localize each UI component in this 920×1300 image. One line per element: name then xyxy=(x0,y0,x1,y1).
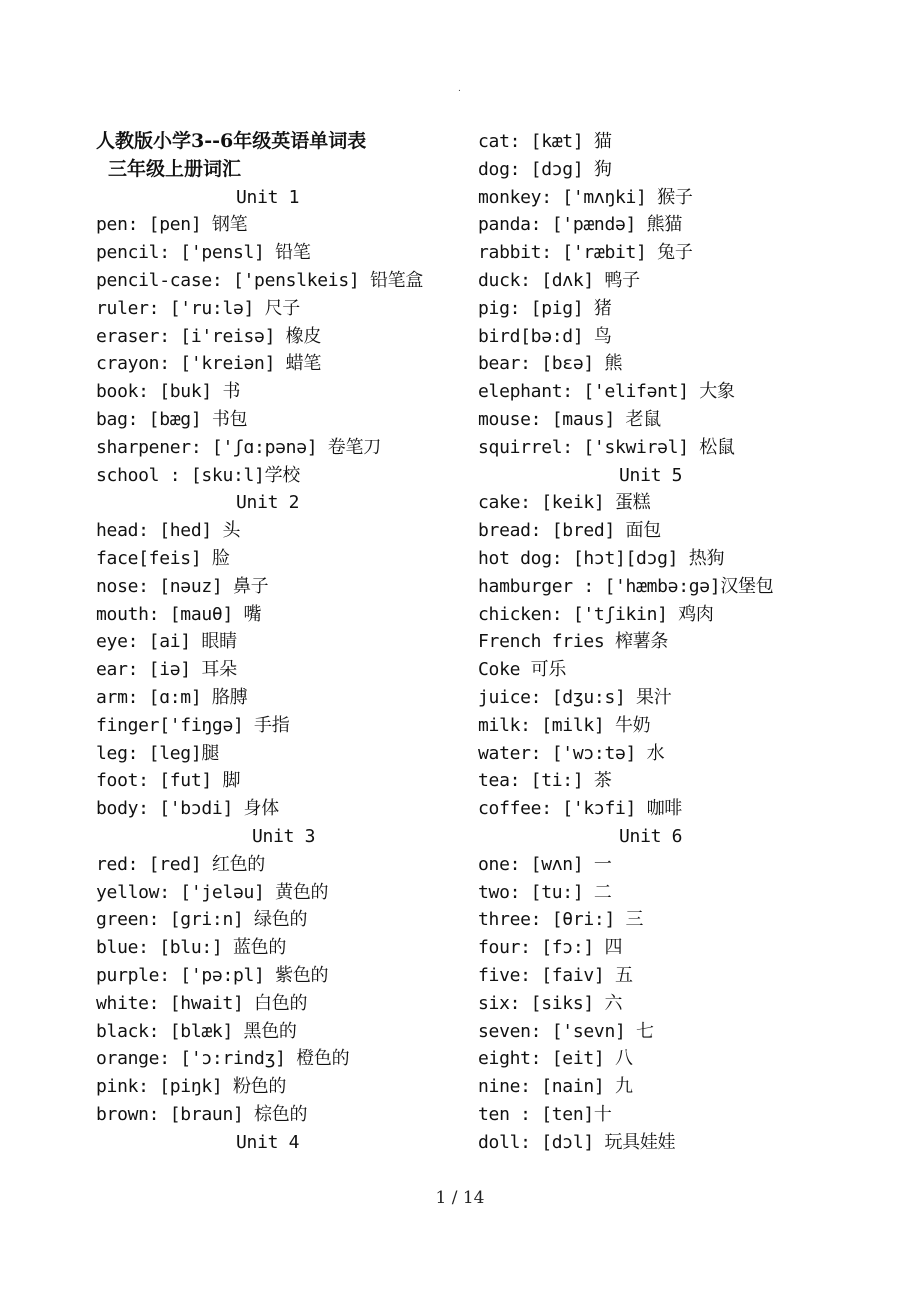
vocab-entry: juice: [dʒu:s] 果汁 xyxy=(478,686,672,708)
document-subtitle: 三年级上册词汇 xyxy=(108,157,242,180)
vocab-entry: face[feis] 脸 xyxy=(96,547,230,569)
document-title: 人教版小学3--6年级英语单词表 xyxy=(96,130,367,152)
vocab-entry: finger['fiŋgə] 手指 xyxy=(96,714,290,736)
vocab-entry: sharpener: ['ʃɑ:pənə] 卷笔刀 xyxy=(96,436,381,458)
vocab-entry: eye: [ai] 眼睛 xyxy=(96,631,237,653)
vocab-entry: tea: [ti:] 茶 xyxy=(478,770,612,792)
right-column xyxy=(478,128,878,1156)
vocab-entry: French fries 榨薯条 xyxy=(478,631,669,653)
vocab-entry: leg: [leg]腿 xyxy=(96,742,220,764)
vocab-entry: foot: [fut] 脚 xyxy=(96,770,241,792)
vocab-entry: duck: [dʌk] 鸭子 xyxy=(478,269,640,291)
vocab-entry: yellow: ['jeləu] 黄色的 xyxy=(96,881,329,903)
vocab-entry: pig: [pig] 猪 xyxy=(478,297,612,319)
vocab-entry: ten : [ten]十 xyxy=(478,1103,612,1125)
vocab-entry: green: [gri:n] 绿色的 xyxy=(96,909,308,931)
vocab-entry: crayon: ['kreiən] 蜡笔 xyxy=(96,353,322,375)
vocab-entry: nose: [nəuz] 鼻子 xyxy=(96,575,269,597)
vocab-entry: Coke 可乐 xyxy=(478,659,567,681)
vocab-entry: eraser: [i'reisə] 橡皮 xyxy=(96,325,322,347)
vocab-entry: white: [hwait] 白色的 xyxy=(96,992,308,1014)
vocab-entry: six: [siks] 六 xyxy=(478,992,623,1014)
vocab-entry: monkey: ['mʌŋki] 猴子 xyxy=(478,186,693,208)
vocab-entry: eight: [eit] 八 xyxy=(478,1048,633,1070)
vocab-entry: mouse: [maus] 老鼠 xyxy=(478,408,661,430)
left-column xyxy=(96,128,496,1156)
vocab-entry: panda: ['pændə] 熊猫 xyxy=(478,214,682,236)
page-number: 1 / 14 xyxy=(435,1188,485,1208)
vocab-entry: three: [θri:] 三 xyxy=(478,909,644,931)
vocab-entry: ear: [iə] 耳朵 xyxy=(96,659,237,681)
vocab-entry: black: [blæk] 黑色的 xyxy=(96,1020,297,1042)
vocab-entry: pink: [piŋk] 粉色的 xyxy=(96,1076,287,1098)
vocab-entry: cake: [keik] 蛋糕 xyxy=(478,492,651,514)
vocab-entry: body: ['bɔdi] 身体 xyxy=(96,798,279,820)
vocab-entry: cat: [kæt] 猫 xyxy=(478,131,612,152)
vocab-entry: bird[bə:d] 鸟 xyxy=(478,325,612,347)
vocab-entry: arm: [ɑ:m] 胳膊 xyxy=(96,686,248,708)
unit-heading: Unit 5 xyxy=(619,464,683,486)
vocab-entry: school : [sku:l]学校 xyxy=(96,464,300,486)
vocab-entry: seven: ['sevn] 七 xyxy=(478,1020,654,1042)
vocab-entry: coffee: ['kɔfi] 咖啡 xyxy=(478,798,682,820)
vocab-entry: pencil-case: ['penslkeis] 铅笔盒 xyxy=(96,269,424,291)
unit-heading: Unit 2 xyxy=(236,492,300,514)
vocab-entry: dog: [dɔg] 狗 xyxy=(478,158,612,180)
vocab-entry: chicken: ['tʃikin] 鸡肉 xyxy=(478,603,714,625)
vocab-entry: hamburger : ['hæmbə:gə]汉堡包 xyxy=(478,575,774,597)
header-mark: . xyxy=(458,84,461,94)
vocab-entry: one: [wʌn] 一 xyxy=(478,853,612,875)
vocab-entry: brown: [braun] 棕色的 xyxy=(96,1103,308,1125)
vocab-entry: squirrel: ['skwirəl] 松鼠 xyxy=(478,436,735,458)
vocab-entry: mouth: [mauθ] 嘴 xyxy=(96,603,262,625)
unit-heading: Unit 1 xyxy=(236,186,300,208)
vocab-entry: milk: [milk] 牛奶 xyxy=(478,714,651,736)
vocab-entry: rabbit: ['ræbit] 兔子 xyxy=(478,242,693,264)
vocab-entry: water: ['wɔ:tə] 水 xyxy=(478,742,665,764)
vocab-entry: bag: [bæg] 书包 xyxy=(96,408,248,430)
vocab-entry: bread: [bred] 面包 xyxy=(478,520,661,542)
unit-heading: Unit 6 xyxy=(619,825,683,847)
vocab-entry: two: [tu:] 二 xyxy=(478,881,612,903)
vocab-entry: elephant: ['elifənt] 大象 xyxy=(478,381,735,403)
vocab-entry: four: [fɔ:] 四 xyxy=(478,937,623,959)
vocab-entry: orange: ['ɔ:rindʒ] 橙色的 xyxy=(96,1048,350,1070)
vocab-entry: book: [buk] 书 xyxy=(96,381,241,403)
vocab-entry: head: [hed] 头 xyxy=(96,520,241,542)
vocab-entry: five: [faiv] 五 xyxy=(478,964,633,986)
vocab-entry: ruler: ['ru:lə] 尺子 xyxy=(96,297,300,319)
vocab-entry: blue: [blu:] 蓝色的 xyxy=(96,937,287,959)
unit-heading: Unit 3 xyxy=(252,825,316,847)
vocab-entry: pen: [pen] 钢笔 xyxy=(96,214,248,236)
vocab-entry: red: [red] 红色的 xyxy=(96,853,266,875)
vocab-entry: purple: ['pə:pl] 紫色的 xyxy=(96,964,329,986)
vocab-entry: doll: [dɔl] 玩具娃娃 xyxy=(478,1131,676,1153)
vocab-entry: bear: [bεə] 熊 xyxy=(478,353,623,375)
vocab-entry: nine: [nain] 九 xyxy=(478,1076,633,1098)
unit-heading: Unit 4 xyxy=(236,1131,300,1153)
vocab-entry: pencil: ['pensl] 铅笔 xyxy=(96,242,311,264)
vocab-entry: hot dog: [hɔt][dɔg] 热狗 xyxy=(478,547,725,569)
